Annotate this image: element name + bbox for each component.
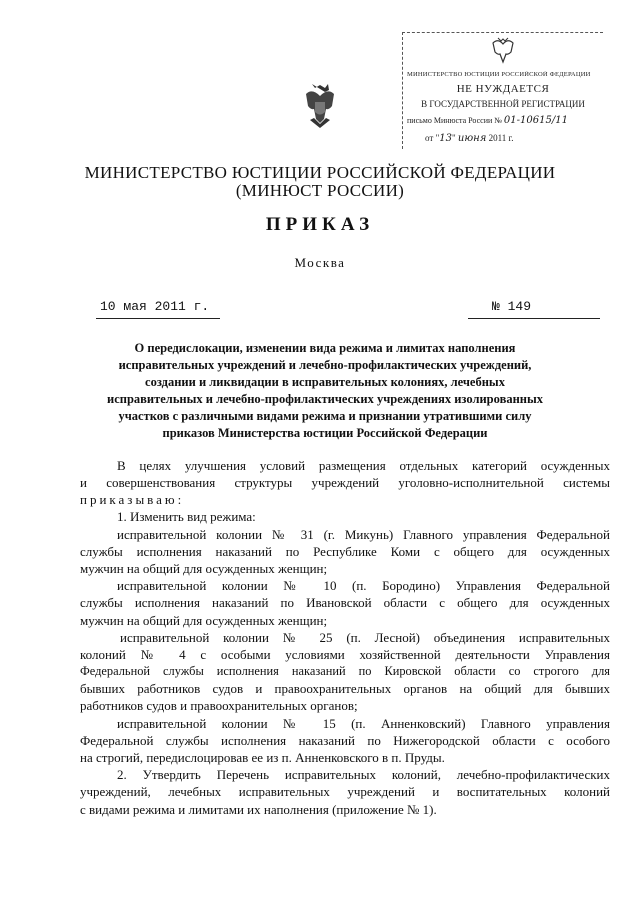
document-city: Москва	[294, 255, 346, 270]
body-line: мужчин на общий для осужденных женщин;	[80, 613, 328, 628]
stamp-emblem-icon	[489, 35, 517, 65]
heading-line: исправительных и лечебно-профилактических учреждениях изолированных	[107, 392, 543, 406]
stamp-date-prefix: от "	[425, 133, 440, 143]
stamp-day: 13	[439, 133, 452, 144]
date-underline	[96, 318, 220, 319]
ministry-short-name: (МИНЮСТ РОССИИ)	[235, 181, 405, 200]
stamp-ministry: МИНИСТЕРСТВО ЮСТИЦИИ РОССИЙСКОЙ ФЕДЕРАЦИИ	[407, 71, 591, 78]
body-line-order: приказываю:	[80, 492, 185, 507]
body-line: учреждений, лечебных исправительных учреждений и воспитательных колоний	[80, 784, 610, 799]
number-underline	[468, 318, 600, 319]
body-line: исправительной колонии № 31 (г. Микунь) Главного управления Федеральной	[117, 527, 610, 542]
document-number: № 149	[492, 299, 532, 314]
stamp-not-required: НЕ НУЖДАЕТСЯ	[456, 83, 550, 95]
body-line: исправительной колонии № 10 (п. Бородино) Управления Федеральной	[117, 578, 610, 593]
body-line: и совершенствования структуры учреждений уголовно-исполнительной системы	[80, 475, 610, 490]
heading-line: О передислокации, изменении вида режима и лимитах наполнения	[134, 341, 516, 355]
ministry-name: МИНИСТЕРСТВО ЮСТИЦИИ РОССИЙСКОЙ ФЕДЕРАЦИИ	[84, 163, 556, 182]
stamp-year: 2011 г.	[488, 133, 514, 143]
stamp-date-quote: "	[451, 133, 456, 143]
body-line: 2. Утвердить Перечень исправительных колоний, лечебно-профилактических	[117, 767, 610, 782]
body-line: Федеральной службы исполнения наказаний по Нижегородской области с особого	[80, 733, 610, 748]
stamp-month: июня	[457, 133, 487, 144]
heading-line: участков с различными видами режима и признании утратившими силу	[118, 409, 532, 423]
body-line: бывших работников судов и правоохранительных органов на общий для бывших	[80, 681, 610, 696]
coat-of-arms-icon	[302, 80, 338, 130]
body-line: службы исполнения наказаний по Ивановской области с общего для осужденных	[80, 595, 610, 610]
body-line: мужчин на общий для осужденных женщин;	[80, 561, 328, 576]
body-line: работников судов и правоохранительных органов;	[80, 698, 358, 713]
document-type: ПРИКАЗ	[265, 214, 375, 235]
registration-stamp	[402, 32, 603, 149]
stamp-letter-prefix: письмо Минюста России №	[407, 116, 502, 125]
body-line: исправительной колонии № 25 (п. Лесной) объединения исправительных	[120, 630, 610, 645]
body-line: В целях улучшения условий размещения отдельных категорий осужденных	[117, 458, 610, 473]
body-line: исправительной колонии № 15 (п. Анненковский) Главного управления	[117, 716, 610, 731]
body-line: с видами режима и лимитами их наполнения (приложение № 1).	[80, 802, 437, 817]
body-line: службы исполнения наказаний по Республике Коми с общего для осужденных	[80, 544, 610, 559]
heading-line: создании и ликвидации в исправительных колониях, лечебных	[145, 375, 505, 389]
body-line: колоний № 4 с особыми условиями хозяйственной деятельности Управления	[80, 647, 610, 662]
body-line: 1. Изменить вид режима:	[117, 509, 256, 524]
body-line: Федеральной службы исполнения наказаний по Кировской области со строгого для	[80, 664, 610, 678]
document-date: 10 мая 2011 г.	[100, 299, 210, 314]
body-line: на строгий, передислоцировав ее из п. Анненковского в п. Пруды.	[80, 750, 445, 765]
stamp-registration: В ГОСУДАРСТВЕННОЙ РЕГИСТРАЦИИ	[421, 99, 585, 109]
stamp-letter	[407, 115, 603, 126]
heading-line: исправительных учреждений и лечебно-профилактических учреждений,	[118, 358, 532, 372]
stamp-letter-number: 01-10615/11	[503, 115, 568, 126]
stamp-date	[425, 133, 603, 144]
heading-line: приказов Министерства юстиции Российской Федерации	[162, 426, 488, 440]
